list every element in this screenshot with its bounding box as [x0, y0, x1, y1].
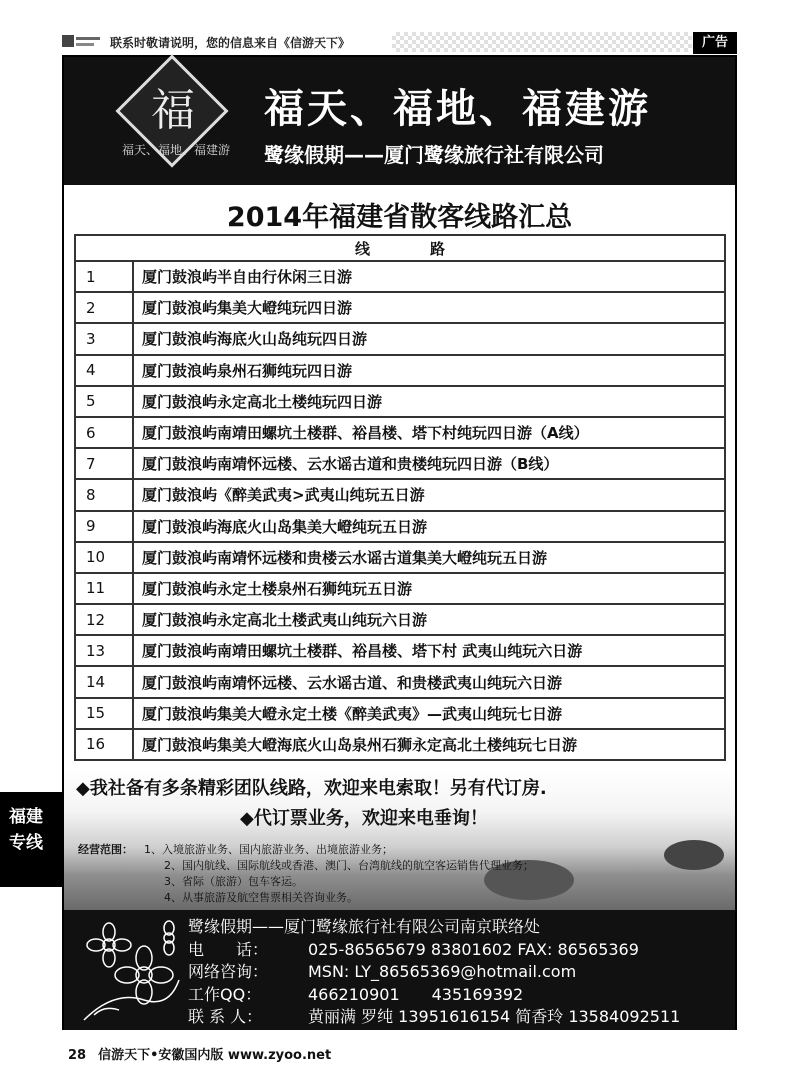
table-row — [75, 729, 725, 760]
route-name: 厦门鼓浪屿海底火山岛集美大嶝纯玩五日游 — [133, 511, 725, 542]
magazine-logo-icon — [62, 33, 102, 51]
route-number: 1 — [75, 261, 133, 292]
table-row — [75, 292, 725, 323]
table-row — [75, 386, 725, 417]
route-name: 厦门鼓浪屿南靖怀远楼、云水谣古道、和贵楼武夷山纯玩六日游 — [133, 666, 725, 697]
route-name: 厦门鼓浪屿泉州石狮纯玩四日游 — [133, 355, 725, 386]
office-name: 鹭缘假期——厦门鹭缘旅行社有限公司南京联络处 — [188, 917, 541, 936]
contact-details — [188, 916, 680, 1029]
side-tab-line1: 福建 — [9, 807, 43, 827]
table-row — [75, 261, 725, 292]
qq-label: 工作QQ： — [188, 984, 262, 1004]
route-name: 厦门鼓浪屿南靖田螺坑土楼群、裕昌楼、塔下村 武夷山纯玩六日游 — [133, 635, 725, 666]
table-header-row — [75, 235, 725, 261]
route-name: 厦门鼓浪屿南靖田螺坑土楼群、裕昌楼、塔下村纯玩四日游（A线） — [133, 417, 725, 448]
table-row — [75, 666, 725, 697]
msn-value: MSN: LY_86565369@hotmail.com — [308, 962, 577, 981]
emblem-character: 福 — [151, 85, 195, 136]
ad-frame — [62, 55, 737, 1030]
route-number: 4 — [75, 355, 133, 386]
route-number: 11 — [75, 573, 133, 604]
page-number: 28 — [68, 1048, 87, 1063]
banner-headline: 福天、福地、福建游 — [264, 86, 651, 132]
person-label: 联 系 人： — [188, 1007, 263, 1026]
table-row — [75, 355, 725, 386]
promo-band — [64, 770, 735, 910]
banner — [64, 57, 735, 185]
online-label: 网络咨询： — [188, 962, 269, 981]
top-header — [62, 30, 737, 56]
route-name: 厦门鼓浪屿南靖怀远楼、云水谣古道和贵楼纯玩四日游（B线） — [133, 448, 725, 479]
rock-shape — [664, 840, 724, 870]
scope-item: 3、省际（旅游）包车客运。 — [164, 875, 303, 888]
table-row — [75, 604, 725, 635]
promo-team-routes: ◆我社备有多条精彩团队线路，欢迎来电索取！另有代订房. — [76, 778, 547, 799]
promo-ticketing: ◆代订票业务，欢迎来电垂询！ — [240, 808, 488, 829]
route-number: 7 — [75, 448, 133, 479]
routes-table — [74, 234, 726, 761]
table-row — [75, 635, 725, 666]
route-number: 5 — [75, 386, 133, 417]
qq-value: 466210901 435169392 — [308, 984, 524, 1004]
route-number: 6 — [75, 417, 133, 448]
scope-item: 4、从事旅游及航空售票相关咨询业务。 — [164, 891, 358, 904]
table-row — [75, 542, 725, 573]
flower-icon — [74, 920, 184, 1025]
route-name: 厦门鼓浪屿海底火山岛纯玩四日游 — [133, 323, 725, 354]
table-row — [75, 698, 725, 729]
footer-text: 信游天下•安徽国内版 www.zyoo.net — [98, 1048, 332, 1063]
banner-company-name: 鹭缘假期——厦门鹭缘旅行社有限公司 — [264, 143, 604, 167]
route-name: 厦门鼓浪屿集美大嶝纯玩四日游 — [133, 292, 725, 323]
route-name: 厦门鼓浪屿南靖怀远楼和贵楼云水谣古道集美大嶝纯玩五日游 — [133, 542, 725, 573]
route-number: 14 — [75, 666, 133, 697]
table-row — [75, 448, 725, 479]
route-number: 3 — [75, 323, 133, 354]
ad-tag: 广告 — [693, 32, 737, 54]
contact-notice: 联系时敬请说明，您的信息来自《信游天下》 — [110, 36, 351, 50]
phone-value: 025-86565679 83801602 FAX: 86565369 — [308, 939, 639, 959]
route-number: 2 — [75, 292, 133, 323]
scope-item: 2、国内航线、国际航线或香港、澳门、台湾航线的航空客运销售代理业务； — [164, 859, 534, 872]
business-scope — [78, 842, 534, 906]
scope-item: 1、入境旅游业务、国内旅游业务、出境旅游业务； — [144, 843, 393, 856]
scope-label: 经营范围： — [78, 843, 133, 856]
route-number: 15 — [75, 698, 133, 729]
route-name: 厦门鼓浪屿集美大嶝海底火山岛泉州石狮永定高北土楼纯玩七日游 — [133, 729, 725, 760]
route-name: 厦门鼓浪屿永定高北土楼武夷山纯玩六日游 — [133, 604, 725, 635]
route-number: 8 — [75, 479, 133, 510]
table-row — [75, 323, 725, 354]
route-name: 厦门鼓浪屿集美大嶝永定土楼《醉美武夷》—武夷山纯玩七日游 — [133, 698, 725, 729]
company-emblem — [96, 67, 256, 177]
route-name: 厦门鼓浪屿半自由行休闲三日游 — [133, 261, 725, 292]
table-row — [75, 417, 725, 448]
table-row — [75, 573, 725, 604]
route-name: 厦门鼓浪屿永定土楼泉州石狮纯玩五日游 — [133, 573, 725, 604]
side-section-tab — [0, 792, 62, 887]
route-number: 16 — [75, 729, 133, 760]
side-tab-line2: 专线 — [9, 833, 43, 853]
phone-label: 电 话： — [188, 939, 269, 959]
route-number: 9 — [75, 511, 133, 542]
route-number: 12 — [75, 604, 133, 635]
table-row — [75, 479, 725, 510]
page-footer — [68, 1044, 331, 1063]
routes-body — [75, 261, 725, 760]
table-row — [75, 511, 725, 542]
page-title: 2014年福建省散客线路汇总 — [226, 202, 573, 233]
emblem-slogan: 福天、福地、福建游 — [121, 143, 230, 157]
route-name: 厦门鼓浪屿《醉美武夷>武夷山纯玩五日游 — [133, 479, 725, 510]
table-header: 线路 — [75, 235, 725, 261]
route-number: 13 — [75, 635, 133, 666]
contact-band — [64, 910, 735, 1030]
checker-pattern — [392, 32, 692, 52]
person-value: 黄丽满 罗纯 13951616154 简香玲 13584092511 — [308, 1007, 681, 1026]
route-number: 10 — [75, 542, 133, 573]
route-name: 厦门鼓浪屿永定高北土楼纯玩四日游 — [133, 386, 725, 417]
